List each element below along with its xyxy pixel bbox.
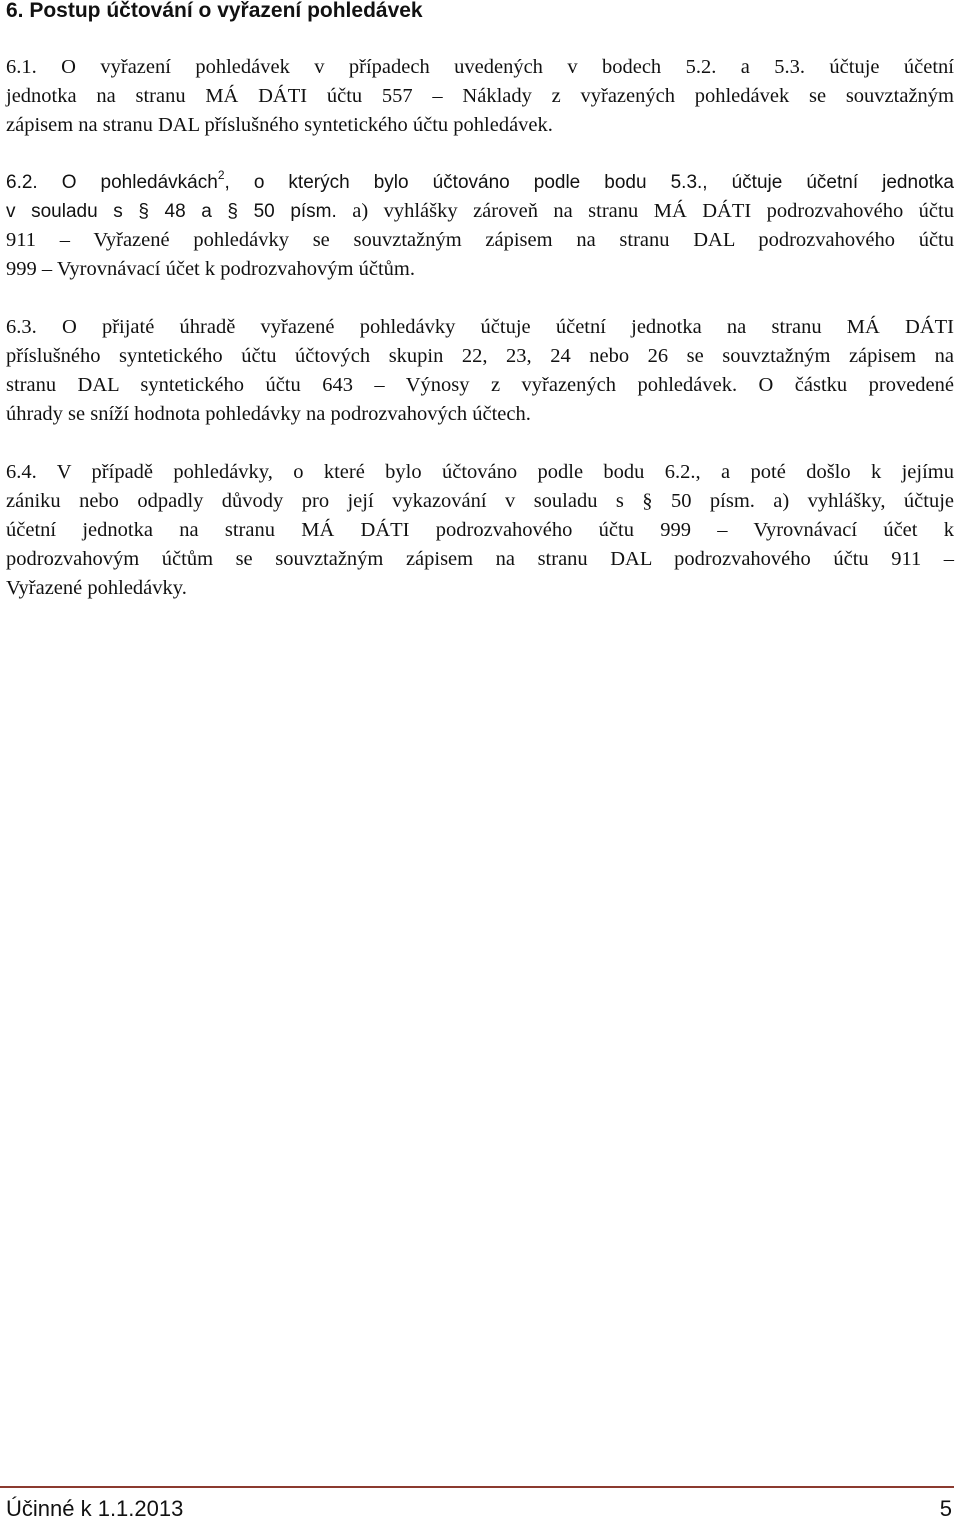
paragraph-text: a) vyhlášky zároveň na stranu MÁ DÁTI podrozvahového účtu [336,200,954,222]
paragraph-6-2 [6,168,954,284]
paragraph-text: , o kterých bylo účtováno podle bodu 5.3., účtuje účetní jednotka [224,172,954,193]
paragraph-6-4 [6,458,954,603]
paragraph-line: 6.4. V případě pohledávky, o které bylo účtováno podle bodu 6.2., a poté došlo k jejímu [6,461,954,483]
paragraph-line: 911 – Vyřazené pohledávky se souvztažným zápisem na stranu DAL podrozvahového účtu [6,229,954,251]
paragraph-line: podrozvahovým účtům se souvztažným zápisem na stranu DAL podrozvahového účtu 911 – [6,548,954,570]
paragraph-text: v souladu s § 48 a § 50 písm. [6,201,337,222]
paragraph-line: jednotka na stranu MÁ DÁTI účtu 557 – Náklady z vyřazených pohledávek se souvztažným [6,85,954,107]
paragraph-line: úhrady se sníží hodnota pohledávky na podrozvahových účtech. [6,403,531,425]
paragraph-6-3 [6,313,954,429]
paragraph-line: účetní jednotka na stranu MÁ DÁTI podrozvahového účtu 999 – Vyrovnávací účet k [6,519,954,541]
paragraph-line [6,197,954,226]
paragraph-line: zápisem na stranu DAL příslušného syntetického účtu pohledávek. [6,114,553,136]
paragraph-line: 6.1. O vyřazení pohledávek v případech uvedených v bodech 5.2. a 5.3. účtuje účetní [6,56,954,78]
footer-effective-date: Účinné k 1.1.2013 [6,1496,184,1521]
paragraph-6-1 [6,53,954,140]
paragraph-text: 6.2. O pohledávkách [6,172,218,193]
footnote-marker: 2 [217,168,225,182]
paragraph-line [6,168,954,197]
paragraph-line: příslušného syntetického účtu účtových skupin 22, 23, 24 nebo 26 se souvztažným zápisem na [6,345,954,367]
page-number: 5 [939,1496,952,1521]
footer-divider [0,1486,954,1488]
paragraph-line: 6.3. O přijaté úhradě vyřazené pohledávky účtuje účetní jednotka na stranu MÁ DÁTI [6,316,954,338]
section-heading: 6. Postup účtování o vyřazení pohledávek [6,0,423,22]
paragraph-line: Vyřazené pohledávky. [6,577,187,599]
paragraph-line: 999 – Vyrovnávací účet k podrozvahovým účtům. [6,258,415,280]
paragraph-line: zániku nebo odpadly důvody pro její vykazování v souladu s § 50 písm. a) vyhlášky, účtuje [6,490,954,512]
paragraph-line: stranu DAL syntetického účtu 643 – Výnosy z vyřazených pohledávek. O částku provedené [6,374,954,396]
